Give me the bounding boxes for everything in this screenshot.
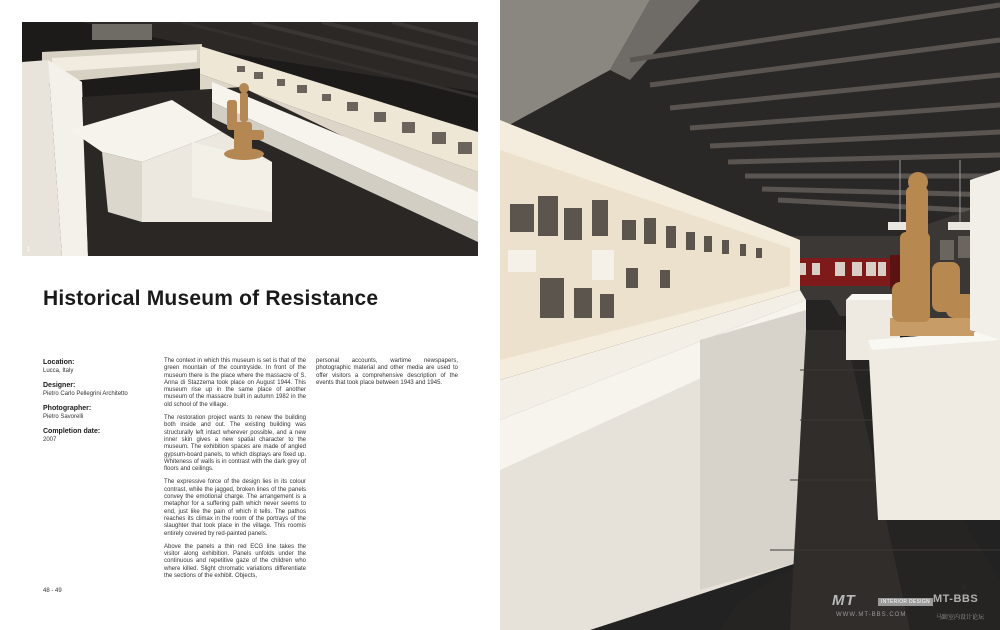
meta-value: Lucca, Italy <box>43 368 74 374</box>
body-paragraph: The restoration project wants to renew the building both inside and out. The existing building was structurally left intact wherever possible, and a new inner skin gives a new spatial character to the museum. The exhibition spaces are made of angled gypsum-board panels, to which displays are fixed up. Whiteness of walls is in contrast with the dark grey of floors and ceilings. <box>164 415 306 473</box>
photo-1-number: 1 <box>27 247 31 253</box>
body-paragraph: The context in which this museum is set is that of the green mountain of the countryside. In front of the museum there is the place where the massacre of S. Anna di Stazzema took place on August 1944. This museum rise up in the same place of another museum of the massacre built in autumn 1982 in the old school of the village. <box>164 358 306 408</box>
photo-2-number: 2 <box>962 585 966 591</box>
meta-label: Photographer: <box>43 405 92 412</box>
watermark-brand: MT-BBS <box>933 593 979 605</box>
watermark-url: WWW.MT-BBS.COM <box>836 612 907 618</box>
body-column-2 <box>316 358 458 393</box>
meta-location <box>43 358 153 375</box>
meta-designer <box>43 381 153 398</box>
meta-label: Completion date: <box>43 428 101 435</box>
museum-photo-2 <box>500 0 1000 630</box>
museum-photo-1 <box>22 22 478 256</box>
meta-completion-date <box>43 427 153 444</box>
body-paragraph: The expressive force of the design lies in its colour contrast, while the jagged, broken lines of the panels convey the emotional charge. The arrangement is a metaphor for a suffering path which never seems to end, just like the pain of which it tells. The pathos reaches its climax in the room of the portrays of the slaughter that took place in the village. This roomis entirely covered by red-painted panels. <box>164 479 306 537</box>
body-paragraph: Above the panels a thin red ECG line takes the visitor along exhibition. Panels unfolds under the continuous and repetitive gaze of the children who where killed. Slight chromatic variations differentiate the sections of the exhibit. Objects, <box>164 543 306 580</box>
meta-label: Designer: <box>43 382 76 389</box>
body-column-1 <box>164 358 306 586</box>
meta-value: Pietro Carlo Pellegrini Architetto <box>43 391 128 397</box>
body-paragraph: personal accounts, wartime newspapers, photographic material and other media are used to offer visitors a comprehensive description of the events that took place between 1943 and 1945. <box>316 358 458 386</box>
right-page <box>500 0 1000 630</box>
watermark <box>826 590 996 624</box>
project-meta <box>43 358 153 450</box>
gallery-illustration-1 <box>22 22 478 256</box>
meta-value: 2007 <box>43 437 57 443</box>
watermark-badge: INTERIOR DESIGN <box>878 598 933 606</box>
page-numbers: 48 - 49 <box>43 588 62 594</box>
watermark-chinese-name: 马蹄室内设计论坛 <box>936 615 985 621</box>
meta-label: Location: <box>43 359 75 366</box>
watermark-logo: MT <box>832 592 856 609</box>
page-title: Historical Museum of Resistance <box>43 287 379 310</box>
meta-photographer <box>43 404 153 421</box>
meta-value: Pietro Savorelli <box>43 414 84 420</box>
